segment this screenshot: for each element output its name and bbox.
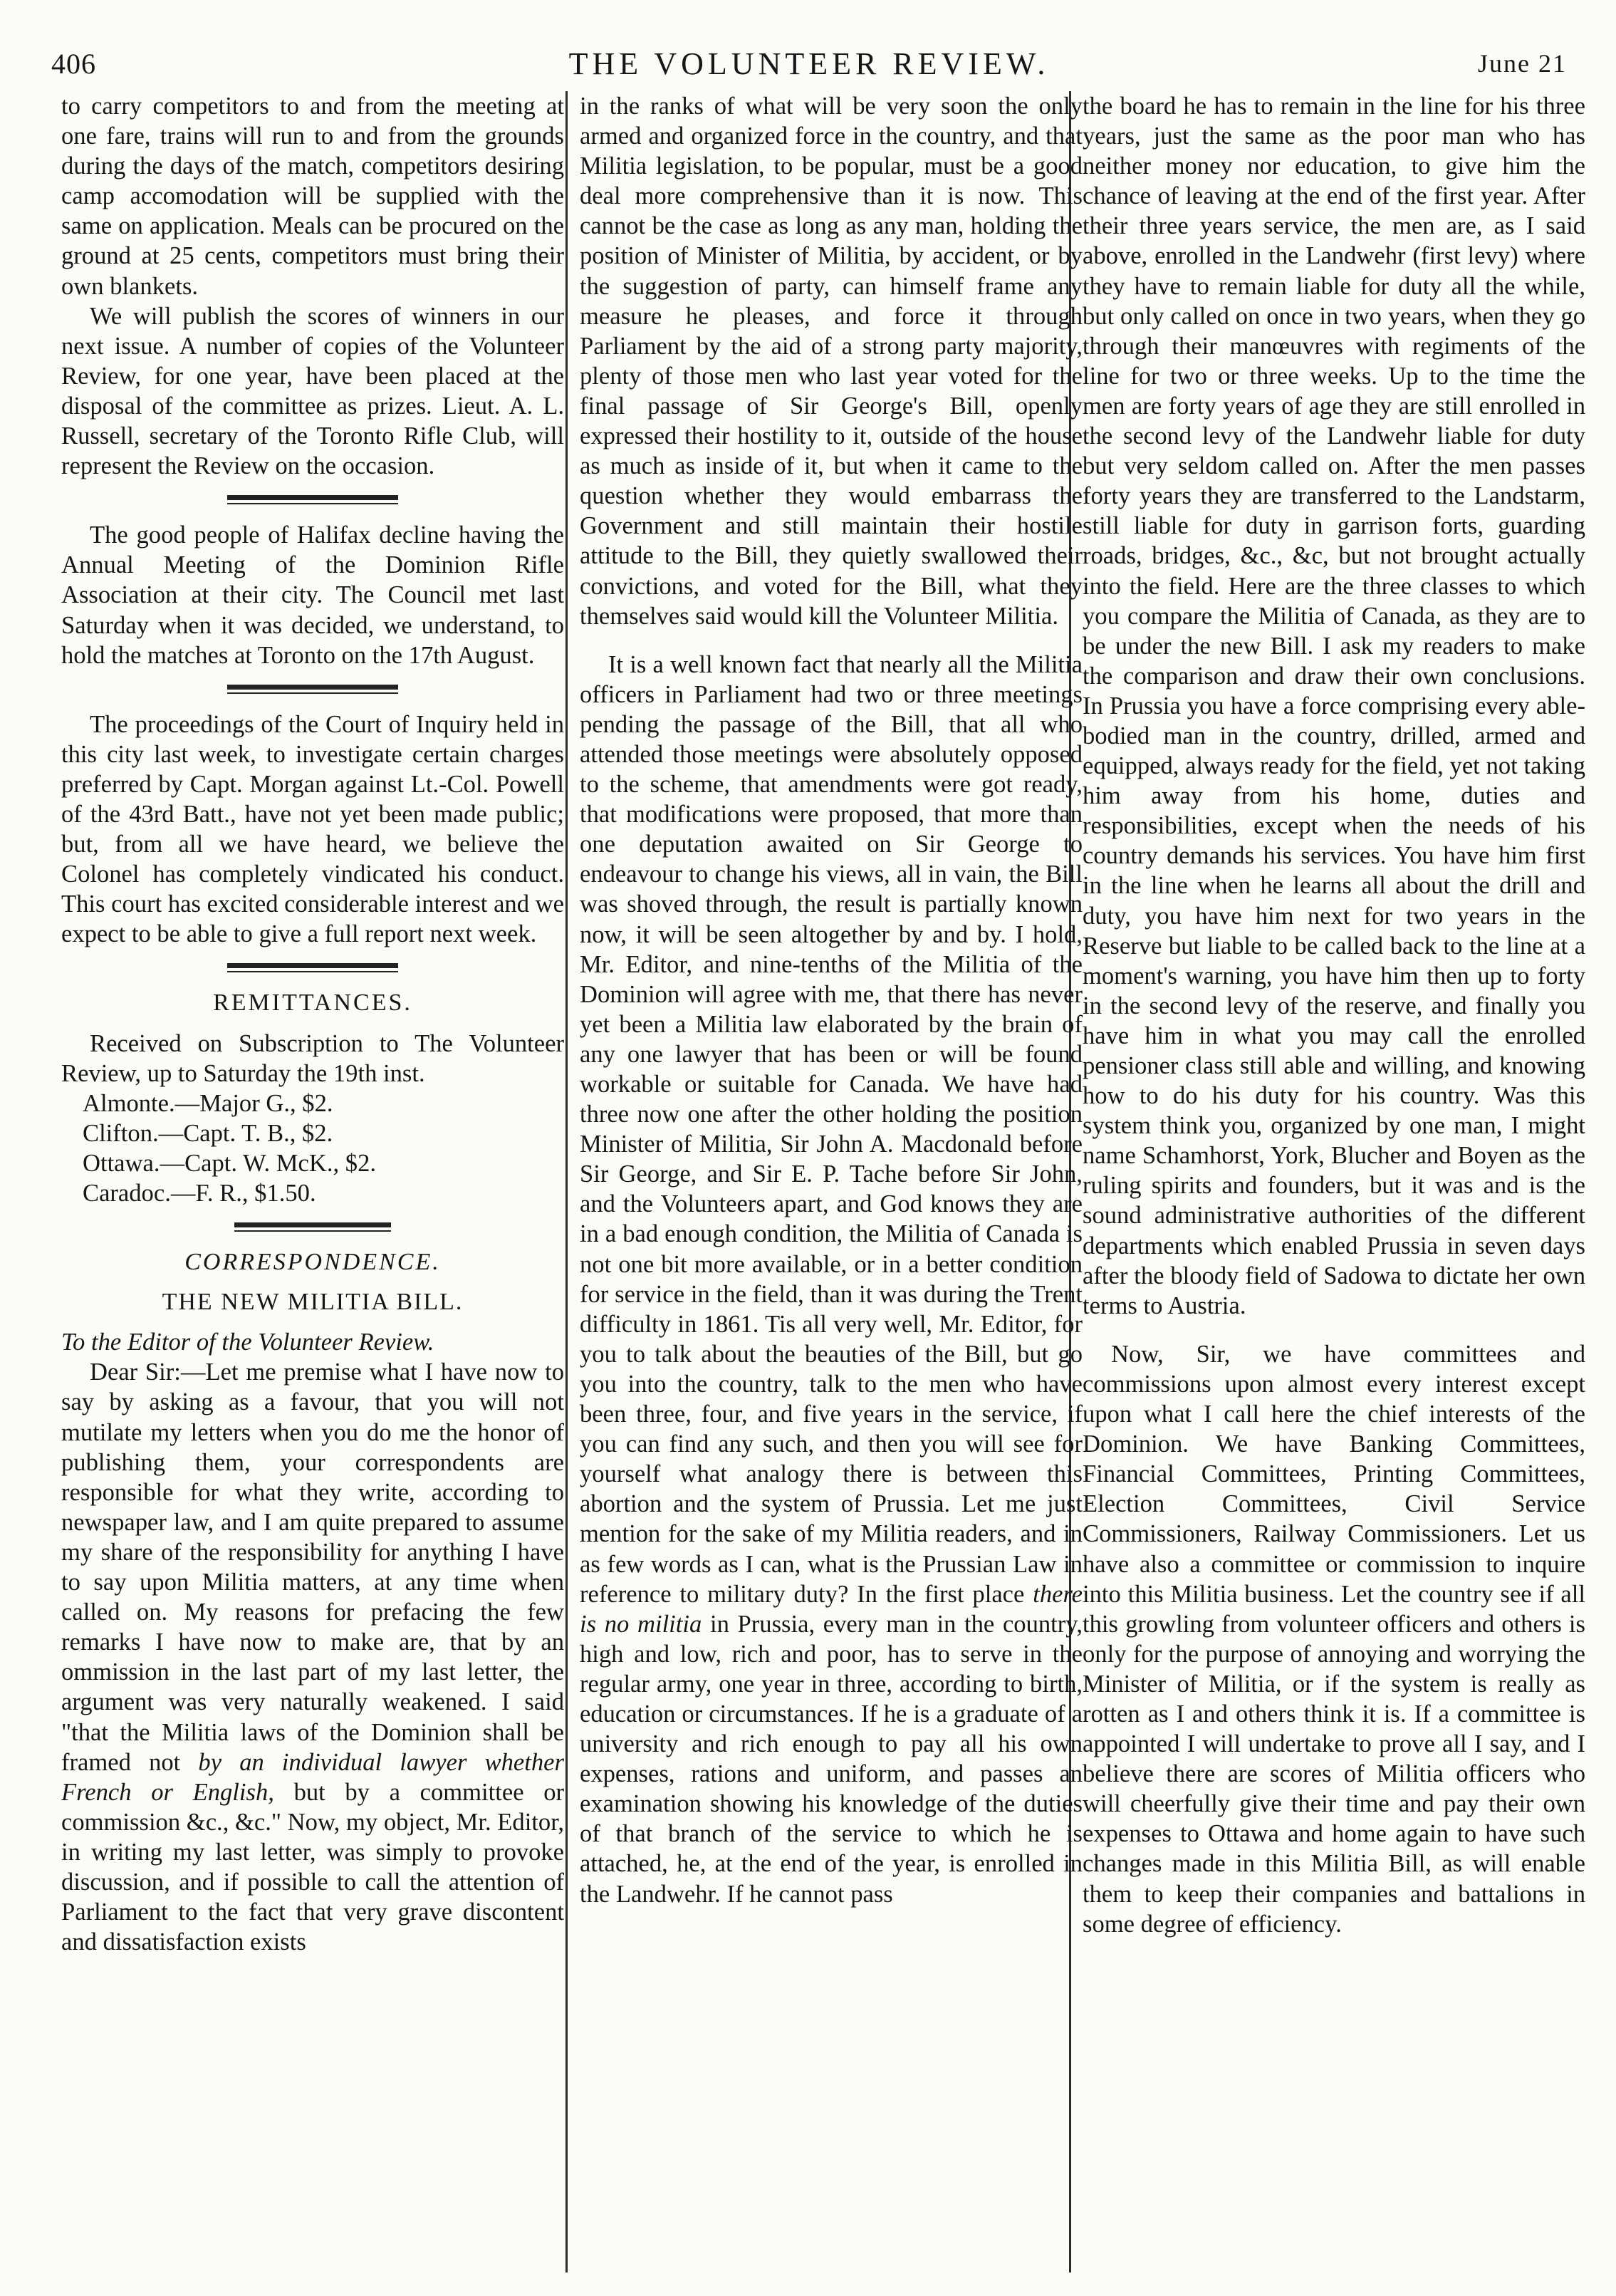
to-editor-line: To the Editor of the Volunteer Review. <box>61 1329 434 1356</box>
section-divider <box>227 685 398 694</box>
issue-date: June 21 <box>1478 49 1567 78</box>
column-rule-left <box>565 91 568 2272</box>
paragraph-rifle-match-transport: to carry competitors to and from the meeting at one fare, trains will run to and from the grounds during the days of the match, competitors desiring camp accomodation will be supplied with the same on application. Meals can be procured on the ground at 25 cents, competitors must bring their own blankets. <box>61 93 564 300</box>
page-header <box>51 37 1567 87</box>
section-divider <box>227 963 398 972</box>
paragraph-scores-prizes: We will publish the scores of winners in our next issue. A number of copies of the Volunteer Review, for one year, have been placed at the disposal of the committee as prizes. Lieut. A. L. Russell, secretary of the Toronto Rifle Club, will represent the Review on the occasion. <box>61 302 564 480</box>
column-1 <box>61 91 564 2271</box>
remittance-entry: Ottawa.—Capt. W. McK., $2. <box>83 1149 377 1177</box>
remittances-heading: REMITTANCES. <box>213 989 412 1017</box>
letter-text: Dear Sir:—Let me premise what I have now to say by asking as a favour, that you will not mutilate my letters when you do me the honor of publishing them, your correspondents are responsible for what they write, according to newspaper law, and I am quite prepared to assume my share of the responsibility for anything I have to say upon Militia matters, at any time when called on. My reasons for prefacing the few remarks I have now to make are, that by an ommission in the last part of my last letter, the argument was very naturally weakened. I said "that the Militia laws of the Dominion shall be framed not <box>61 1359 564 1776</box>
letter-address <box>61 1327 564 1357</box>
column-3 <box>1083 91 1585 2271</box>
section-divider <box>227 495 398 504</box>
correspondence-heading: CORRESPONDENCE. <box>184 1249 441 1276</box>
masthead-title: THE VOLUNTEER REVIEW. <box>568 46 1050 81</box>
page-number: 406 <box>51 48 96 80</box>
paragraph-prussian-system: the board he has to remain in the line for his three years, just the same as the poor man who has neither money nor education, to give him the chance of leaving at the end of the first year. After their three years service, the men are, as I said above, enrolled in the Landwehr (first levy) where they have to remain liable for duty all the while, but only called on once in two years, when they go through their manœuvres with regiments of the line for two or three weeks. Up to the time the men are forty years of age they are still enrolled in the second levy of the Landwehr liable for duty but very seldom called on. After the men passes forty years they are transferred to the Landstarm, still liable for duty in garrison forts, guarding roads, bridges, &c., &c, but not brought actually into the field. Here are the three classes to which you compare the Militia of Canada, as they are to be under the new Bill. I ask my readers to make the comparison and draw their own conclusions. In Prussia you have a force comprising every able-bodied man in the country, drilled, armed and equipped, always ready for the field, yet not taking him away from his home, duties and responsibilities, except when the needs of his country demands his services. You have him first in the line when he learns all about the drill and duty, you have him next for two years in the Reserve but liable to be called back to the line at a moment's warning, you have him then up to forty in the second levy of the reserve, and finally you have him in what you may call the enrolled pensioner class still able and willing, and knowing how to do his duty for his country. Was this system think you, organized by one man, I might name Schamhorst, York, Blucher and Boyen as the ruling spirits and founders, but it was and is the sound administrative authorities of the different departments which enabled Prussia in seven days after the bloody field of Sadowa to dictate her own terms to Austria. <box>1083 93 1585 1319</box>
prussian-law-text-continued: in Prussia, every man in the country, high and low, rich and poor, has to serve in the regular army, one year in three, according to birth, education or circumstances. If he is a graduate of a university and rich enough to pay all his own expenses, rations and uniform, and passes an examination showing his knowledge of the duties of that branch of the service to which he is attached, he, at the end of the year, is enrolled in the Landwehr. If he cannot pass <box>580 1610 1083 1908</box>
article-title: THE NEW MILITIA BILL. <box>162 1289 464 1316</box>
paragraph-court-of-inquiry: The proceedings of the Court of Inquiry held in this city last week, to investigate certain charges preferred by Capt. Morgan against Lt.-Col. Powell of the 43rd Batt., have not yet been made public; but, from all we have heard, we believe the Colonel has completely vindicated his conduct. This court has excited considerable interest and we expect to be able to give a full report next week. <box>61 710 564 948</box>
paragraph-militia-legislation: in the ranks of what will be very soon the only armed and organized force in the country, and that Militia legislation, to be popular, must be a good deal more comprehensive than it is now. This cannot be the case as long as any man, holding the position of Minister of Militia, by accident, or by the suggestion of party, can himself frame any measure he pleases, and force it through Parliament by the aid of a strong party majority, plenty of those men who last year voted for the final passage of Sir George's Bill, openly expressed their hostility to it, outside of the house as much as inside of it, but when it came to the question whether they would embarrass the Government and still maintain their hostile attitude to the Bill, they quietly swallowed their convictions, and voted for the Bill, what they themselves said would kill the Volunteer Militia. <box>580 93 1083 630</box>
remittance-entry: Clifton.—Capt. T. B., $2. <box>83 1119 333 1147</box>
remittances-intro: Received on Subscription to The Volunteer Review, up to Saturday the 19th inst. <box>61 1029 564 1087</box>
paragraph-halifax-meeting: The good people of Halifax decline having the Annual Meeting of the Dominion Rifle Association at their city. The Council met last Saturday when it was decided, we understand, to hold the matches at Toronto on the 17th August. <box>61 521 564 669</box>
remittance-entry: Caradoc.—F. R., $1.50. <box>83 1180 316 1207</box>
remittance-entry: Almonte.—Major G., $2. <box>83 1089 333 1117</box>
column-2 <box>580 91 1083 2271</box>
letter-text-continued: but by a committee or commission &c., &c." Now, my object, Mr. Editor, in writing my last letter, was simply to provoke discussion, and if possible to call the attention of Parliament to the fact that very grave discontent and dissatisfaction exists <box>61 1778 564 1956</box>
letter-paragraph <box>61 1357 564 1957</box>
prussian-law-text: It is a well known fact that nearly all the Militia officers in Parliament had two or three meetings pending the passage of the Bill, that all who attended those meetings were absolutely opposed to the scheme, that amendments were got ready, that modifications were proposed, that more than one deputation awaited on Sir George to endeavour to change his views, all in vain, the Bill was shoved through, the result is partially known now, it will be seen altogether by and by. I hold, Mr. Editor, and nine-tenths of the Militia of the Dominion will agree with me, that there has never yet been a Militia law elaborated by the brain of any one lawyer that has been or will be found workable or suitable for Canada. We have had three now one after the other holding the position Minister of Militia, Sir John A. Macdonald before Sir George, and Sir E. P. Tache before Sir John, and the Volunteers apart, and God knows they are in a bad enough condition, the Militia of Canada is not one bit more available, or in a better condition for service in the field, than it was during the Trent difficulty in 1861. Tis all very well, Mr. Editor, for you to talk about the beauties of the Bill, but go you into the country, talk to the men who have been three, four, and five years in the service, if you can find any such, and then you will see for yourself what analogy there is between this abortion and the system of Prussia. Let me just mention for the sake of my Militia readers, and in as few words as I can, what is the Prussian Law in reference to military duty? In the first place <box>580 650 1083 1608</box>
section-divider <box>234 1222 391 1232</box>
paragraph-committees: Now, Sir, we have committees and commissions upon almost every interest except upon what I call here the chief interests of the Dominion. We have Banking Committees, Financial Committees, Printing Committees, Election Committees, Civil Service Commissioners, Railway Commissioners. Let us have also a committee or commission to inquire into this Militia business. Let the country see if all this growling from volunteer officers and others is only for the purpose of annoying and worrying the Minister of Militia, or if the system is really as rotten as I and others think it is. If a committee is appointed I will undertake to prove all I say, and I believe there are scores of Militia officers who will cheerfully give their time and pay their own expenses to Ottawa and home again to have such changes made in this Militia Bill, as will enable them to keep their companies and battalions in some degree of efficiency. <box>1083 1340 1585 1938</box>
letter-emphasis: by an individual lawyer whether French or English, <box>61 1748 564 1806</box>
no-militia-emphasis: there is no militia <box>580 1580 1083 1638</box>
paragraph-prussian-law <box>580 650 1083 1909</box>
